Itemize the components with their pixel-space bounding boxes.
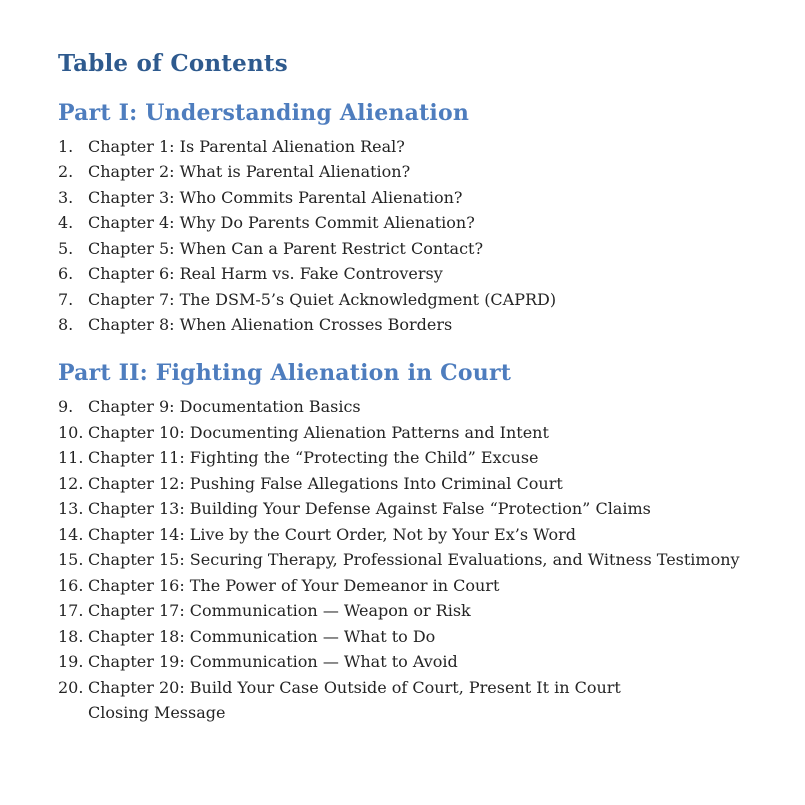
toc-entry-number: 14. xyxy=(58,524,84,544)
toc-entry xyxy=(58,159,765,185)
toc-entry-label: Chapter 6: Real Harm vs. Fake Controversy xyxy=(88,264,443,284)
toc-entry-label: Chapter 5: When Can a Parent Restrict Contact? xyxy=(88,238,484,258)
toc-entry-number: 4. xyxy=(58,213,74,233)
toc-entry-label: Chapter 10: Documenting Alienation Patterns and Intent xyxy=(88,422,549,442)
toc-entry xyxy=(58,312,765,338)
part-1-heading: Part I: Understanding Alienation xyxy=(58,99,470,126)
toc-entry-label: Chapter 16: The Power of Your Demeanor in Court xyxy=(88,575,500,595)
toc-entry xyxy=(58,598,765,624)
toc-entry-label: Closing Message xyxy=(88,703,226,723)
toc-entry-number: 5. xyxy=(58,238,74,258)
toc-entry xyxy=(58,547,765,573)
toc-entry-number: 10. xyxy=(58,422,84,442)
toc-entry-label: Chapter 1: Is Parental Alienation Real? xyxy=(88,136,405,156)
toc-entry-number: 12. xyxy=(58,473,84,493)
toc-entry-label: Chapter 2: What is Parental Alienation? xyxy=(88,162,411,182)
toc-entry-number: 19. xyxy=(58,652,84,672)
toc-entry xyxy=(58,236,765,262)
toc-entry-label: Chapter 11: Fighting the “Protecting the Child” Excuse xyxy=(88,448,539,468)
toc-entry-label: Chapter 17: Communication — Weapon or Risk xyxy=(88,601,471,621)
toc-entry-label: Chapter 13: Building Your Defense Against False “Protection” Claims xyxy=(88,499,651,519)
toc-entry-label: Chapter 8: When Alienation Crosses Borders xyxy=(88,315,453,335)
toc-entry-number: 15. xyxy=(58,550,84,570)
toc-entry-label: Chapter 7: The DSM-5’s Quiet Acknowledgment (CAPRD) xyxy=(88,289,557,309)
toc-entry xyxy=(58,287,765,313)
toc-entry xyxy=(58,394,765,420)
toc-entry-number: 16. xyxy=(58,575,84,595)
toc-entry-number: 9. xyxy=(58,397,74,417)
toc-entry-label: Chapter 20: Build Your Case Outside of Court, Present It in Court xyxy=(88,677,621,697)
toc-entry-label: Chapter 14: Live by the Court Order, Not by Your Ex’s Word xyxy=(88,524,576,544)
toc-entry xyxy=(58,261,765,287)
toc-entry-number: 13. xyxy=(58,499,84,519)
toc-entry xyxy=(58,134,765,160)
toc-entry xyxy=(58,471,765,497)
toc-entry-label: Chapter 19: Communication — What to Avoid xyxy=(88,652,458,672)
toc-entry xyxy=(58,185,765,211)
toc-entry xyxy=(58,420,765,446)
toc-section-part-1 xyxy=(58,100,765,338)
toc-list-part-2 xyxy=(58,394,765,726)
toc-entry xyxy=(58,624,765,650)
toc-list-part-1 xyxy=(58,134,765,338)
toc-entry xyxy=(58,210,765,236)
toc-entry xyxy=(58,496,765,522)
toc-entry-number: 17. xyxy=(58,601,84,621)
toc-entry xyxy=(58,445,765,471)
toc-entry-number: 18. xyxy=(58,626,84,646)
toc-entry-label: Chapter 9: Documentation Basics xyxy=(88,397,361,417)
toc-entry-label: Chapter 18: Communication — What to Do xyxy=(88,626,436,646)
toc-entry-number: 3. xyxy=(58,187,74,207)
toc-entry xyxy=(58,522,765,548)
part-2-heading: Part II: Fighting Alienation in Court xyxy=(58,359,512,386)
toc-entry-number: 8. xyxy=(58,315,74,335)
toc-entry-number: 7. xyxy=(58,289,74,309)
toc-entry-number: 20. xyxy=(58,677,84,697)
toc-entry xyxy=(58,700,765,726)
toc-entry-number: 6. xyxy=(58,264,74,284)
toc-entry-label: Chapter 3: Who Commits Parental Alienation? xyxy=(88,187,463,207)
toc-entry-number: 2. xyxy=(58,162,74,182)
toc-entry-label: Chapter 15: Securing Therapy, Professional Evaluations, and Witness Testimony xyxy=(88,550,740,570)
toc-entry xyxy=(58,649,765,675)
toc-entry-number: 11. xyxy=(58,448,84,468)
toc-entry-label: Chapter 12: Pushing False Allegations Into Criminal Court xyxy=(88,473,563,493)
page-title: Table of Contents xyxy=(58,50,288,77)
toc-entry xyxy=(58,675,765,701)
toc-section-part-2 xyxy=(58,360,765,726)
toc-entry-label: Chapter 4: Why Do Parents Commit Alienation? xyxy=(88,213,475,233)
toc-entry-number: 1. xyxy=(58,136,74,156)
toc-entry xyxy=(58,573,765,599)
